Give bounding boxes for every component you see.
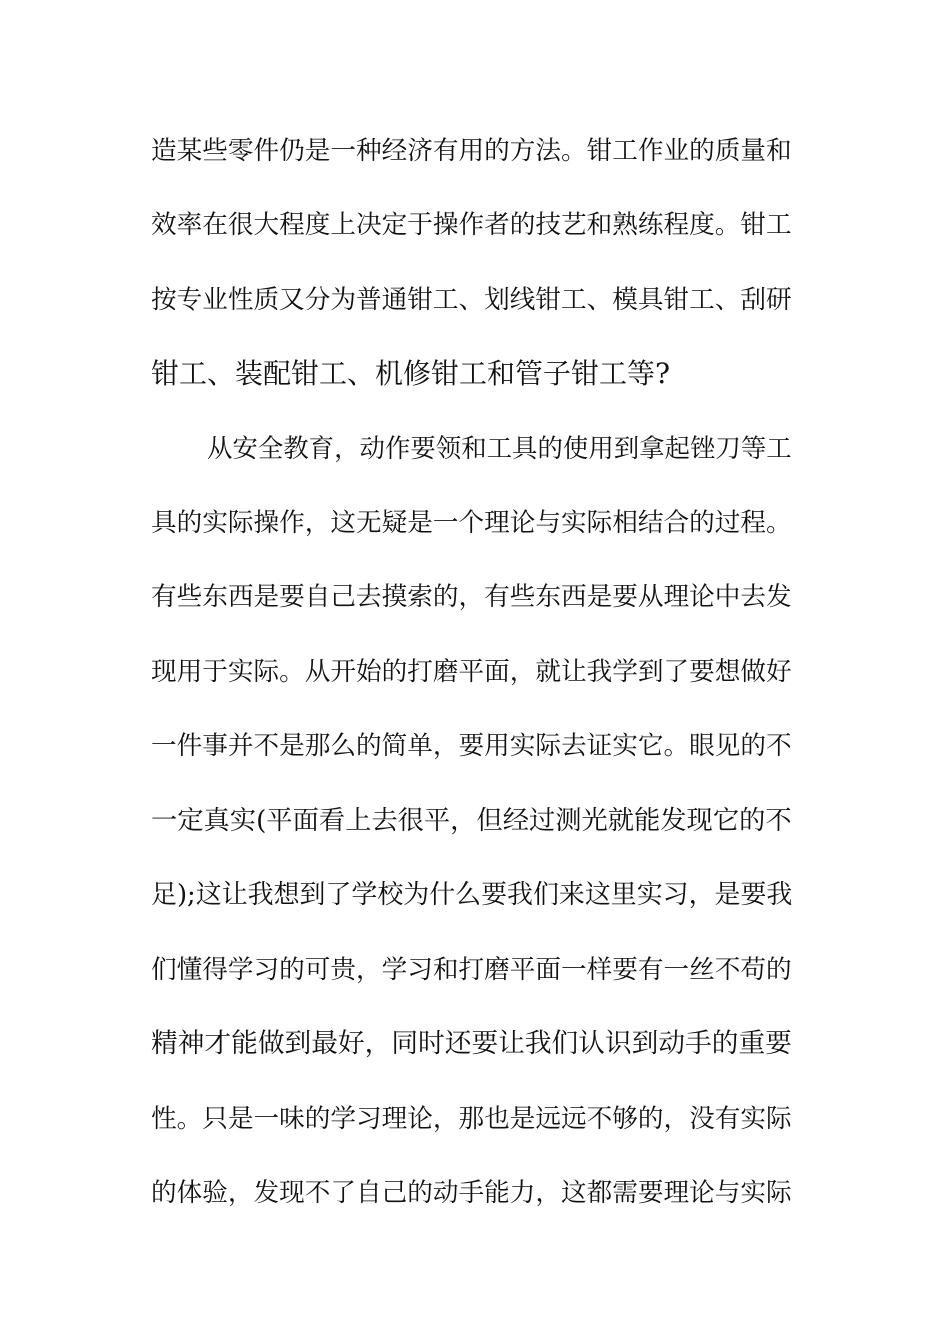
text-line: 们懂得学习的可贵，学习和打磨平面一样要有一丝不苟的 bbox=[151, 955, 792, 985]
text-line: 的体验，发现不了自己的动手能力，这都需要理论与实际 bbox=[151, 1178, 792, 1208]
text-line: 效率在很大程度上决定于操作者的技艺和熟练程度。钳工 bbox=[151, 210, 792, 240]
text-line: 有些东西是要自己去摸索的，有些东西是要从理论中去发 bbox=[151, 582, 792, 612]
text-line: 一件事并不是那么的简单，要用实际去证实它。眼见的不 bbox=[151, 731, 792, 761]
text-line: 按专业性质又分为普通钳工、划线钳工、模具钳工、刮研 bbox=[151, 285, 792, 315]
text-line: 性。只是一味的学习理论，那也是远远不够的，没有实际 bbox=[151, 1104, 792, 1134]
text-line: 精神才能做到最好，同时还要让我们认识到动手的重要 bbox=[151, 1028, 792, 1059]
text-line: 钳工、装配钳工、机修钳工和管子钳工等? bbox=[151, 357, 671, 390]
text-line: 造某些零件仍是一种经济有用的方法。钳工作业的质量和 bbox=[151, 136, 792, 166]
text-line: 足);这让我想到了学校为什么要我们来这里实习，是要我 bbox=[151, 880, 793, 910]
paragraph-first-line: 从安全教育，动作要领和工具的使用到拿起锉刀等工 bbox=[207, 433, 792, 463]
text-line: 一定真实(平面看上去很平，但经过测光就能发现它的不 bbox=[151, 806, 792, 836]
text-line: 具的实际操作，这无疑是一个理论与实际相结合的过程。 bbox=[151, 508, 792, 538]
text-line: 现用于实际。从开始的打磨平面，就让我学到了要想做好 bbox=[151, 657, 792, 687]
